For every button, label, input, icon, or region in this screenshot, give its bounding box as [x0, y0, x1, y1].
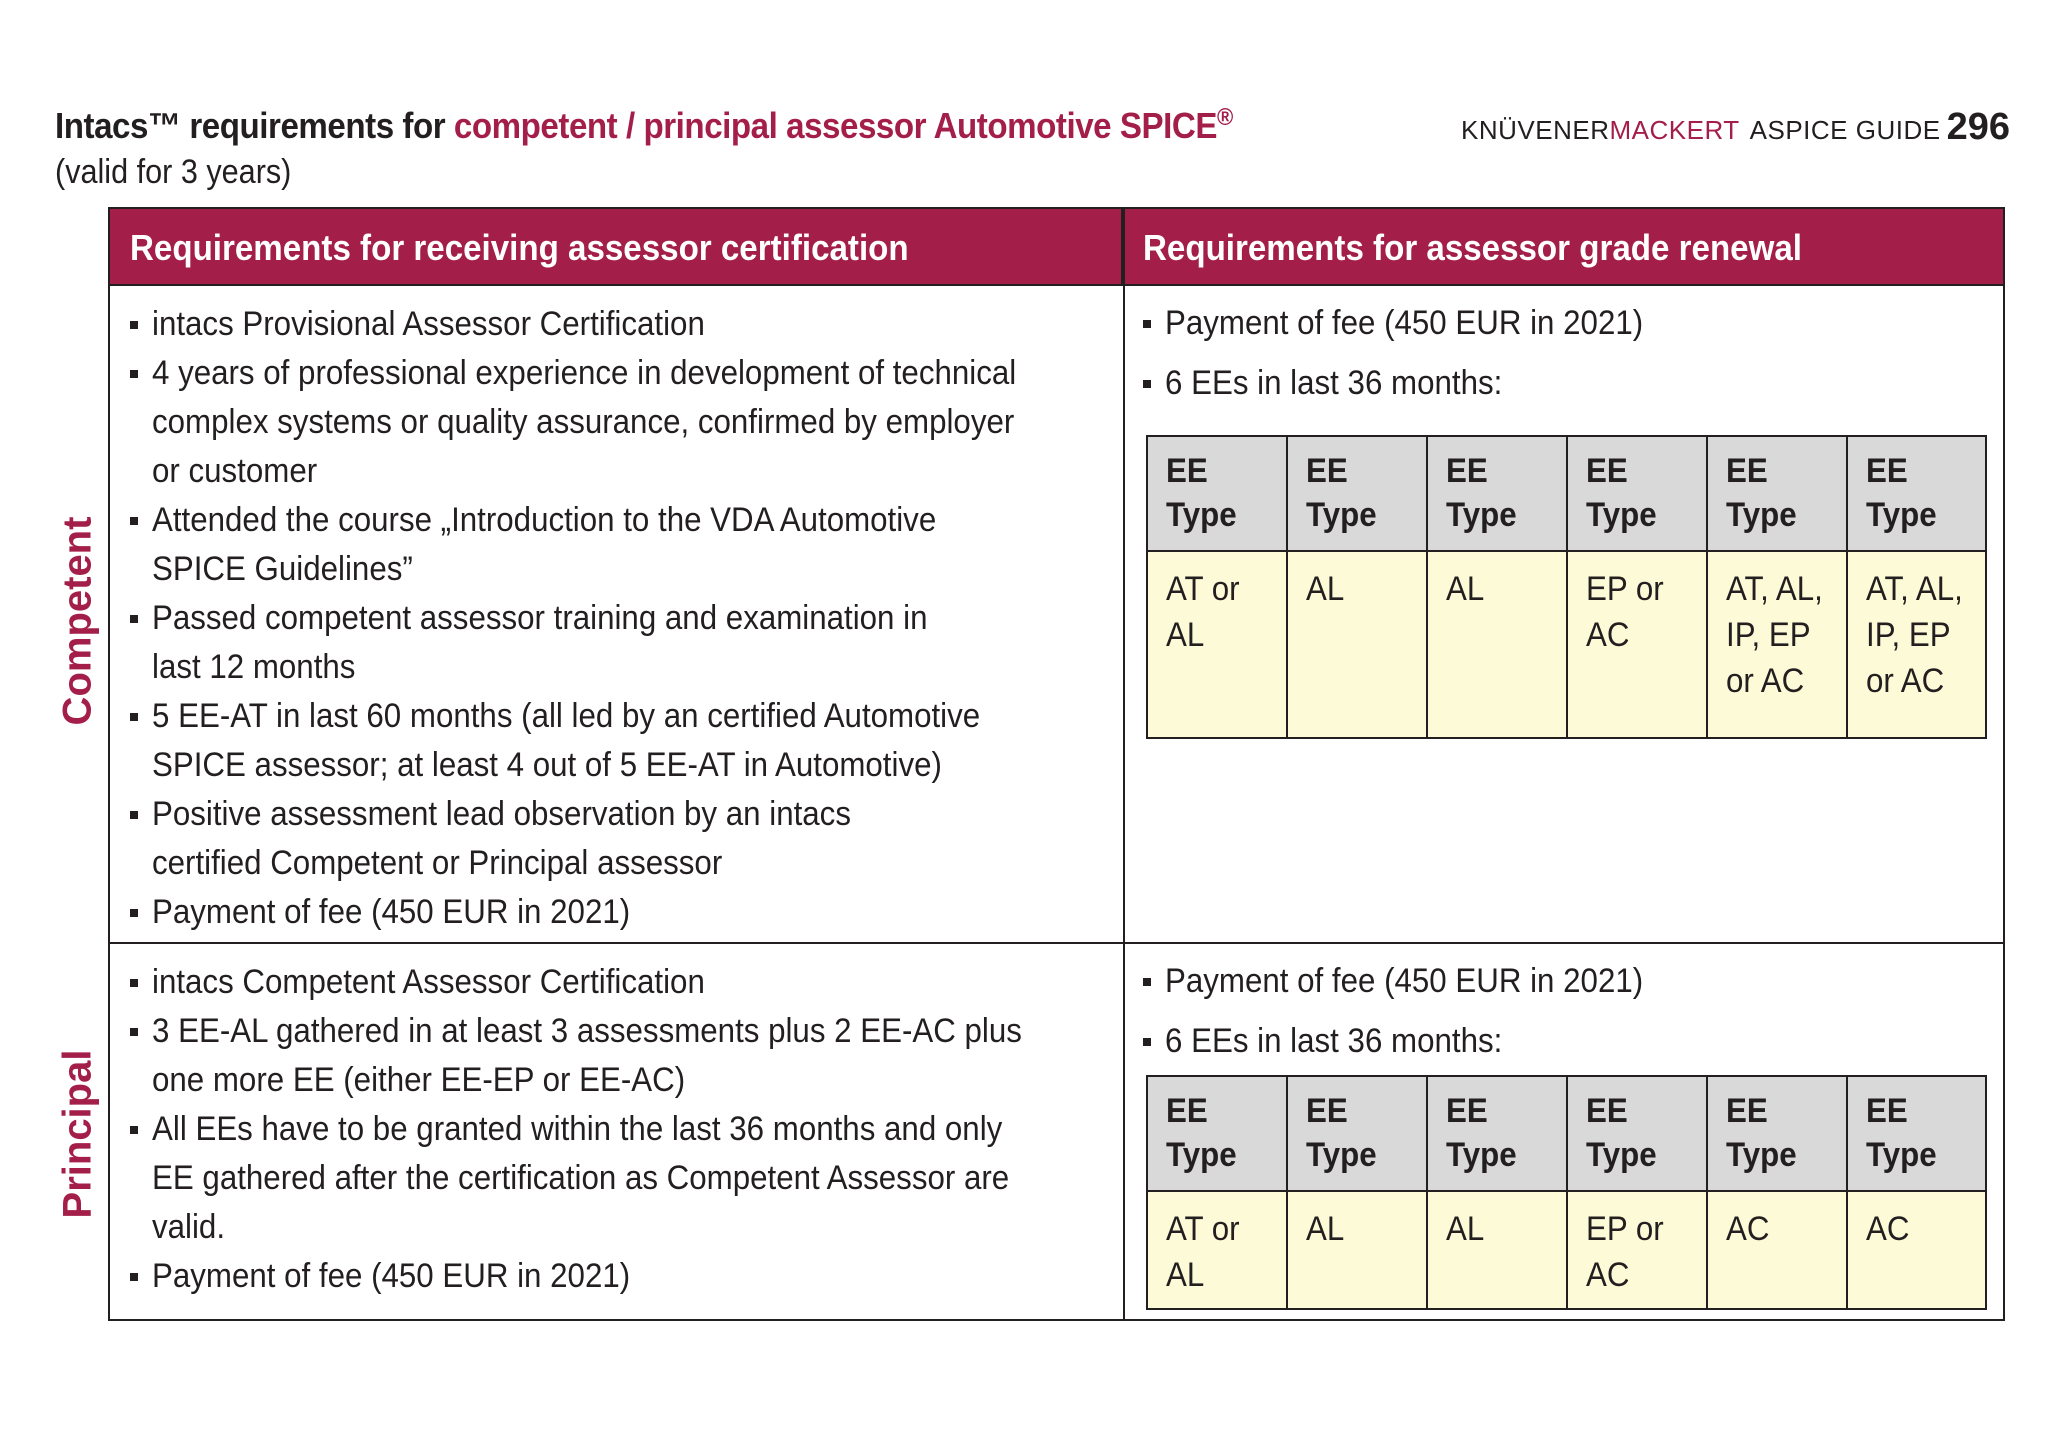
competent-receiving-list [128, 300, 1091, 937]
ee-type-value-cell: AL [1287, 1191, 1427, 1309]
ee-type-value-cell: AC [1847, 1191, 1986, 1309]
requirement-line: complex systems or quality assurance, confirmed by employer [152, 403, 1015, 441]
requirement-item [128, 958, 1098, 1007]
requirement-item [128, 496, 1091, 594]
requirement-item [128, 1252, 1098, 1301]
requirement-item [128, 1007, 1098, 1105]
ee-type-header-cell: EE Type [1147, 1076, 1287, 1191]
requirement-line: Positive assessment lead observation by an intacs [152, 795, 851, 833]
ee-type-header-cell: EE Type [1427, 1076, 1567, 1191]
requirement-line: Passed competent assessor training and examination in [152, 599, 928, 637]
requirement-item [128, 1105, 1098, 1252]
requirement-line: All EEs have to be granted within the last 36 months and only [152, 1110, 1003, 1148]
ee-type-header-cell: EE Type [1707, 436, 1847, 551]
header-divider [110, 284, 2003, 286]
requirement-line: certified Competent or Principal assessor [152, 844, 723, 882]
ee-type-header-cell: EE Type [1287, 436, 1427, 551]
page-subtitle: (valid for 3 years) [55, 153, 292, 191]
principal-renewal-list [1141, 951, 1685, 1071]
requirement-line: Payment of fee (450 EUR in 2021) [152, 1257, 631, 1295]
requirement-line: last 12 months [152, 648, 356, 686]
requirement-line: SPICE Guidelines” [152, 550, 413, 588]
ee-type-header-cell: EE Type [1707, 1076, 1847, 1191]
ee-type-header-cell: EE Type [1567, 436, 1707, 551]
page-title [55, 104, 1233, 147]
title-prefix: Intacs™ requirements for [55, 105, 454, 146]
requirement-line: intacs Competent Assessor Certification [152, 963, 705, 1001]
brand-mid: MACKERT [1609, 115, 1740, 145]
page-number: 296 [1946, 106, 2010, 148]
requirement-line: 3 EE-AL gathered in at least 3 assessments plus 2 EE-AC plus [152, 1012, 1022, 1050]
row-label-principal: Principal [55, 1049, 100, 1219]
requirement-item [128, 888, 1091, 937]
ee-type-value-cell: AT or AL [1147, 551, 1287, 738]
principal-ee-table [1146, 1075, 1987, 1310]
requirement-item [128, 692, 1091, 790]
requirement-line: SPICE assessor; at least 4 out of 5 EE-AT in Automotive) [152, 746, 942, 784]
ee-type-value-cell: AL [1427, 551, 1567, 738]
ee-type-value-cell: AL [1427, 1191, 1567, 1309]
requirement-line: one more EE (either EE-EP or EE-AC) [152, 1061, 686, 1099]
column-header-receiving: Requirements for receiving assessor certification [110, 209, 1123, 286]
requirement-item [128, 790, 1091, 888]
ee-type-header-cell: EE Type [1427, 436, 1567, 551]
ee-type-value-cell: AT, AL, IP, EP or AC [1707, 551, 1847, 738]
requirement-item [128, 300, 1091, 349]
principal-receiving-list [128, 958, 1098, 1301]
ee-type-value-cell: AT or AL [1147, 1191, 1287, 1309]
competent-ee-table [1146, 435, 1987, 739]
row-label-competent: Competent [55, 516, 100, 726]
requirement-line: 4 years of professional experience in development of technical [152, 354, 1017, 392]
column-header-renewal: Requirements for assessor grade renewal [1123, 209, 2003, 286]
title-accent: competent / principal assessor Automotive SPICE [453, 105, 1217, 146]
ee-type-header-cell: EE Type [1147, 436, 1287, 551]
ee-type-value-cell: AL [1287, 551, 1427, 738]
requirement-line: Payment of fee (450 EUR in 2021) [152, 893, 631, 931]
requirement-item [128, 594, 1091, 692]
requirement-line: 5 EE-AT in last 60 months (all led by an certified Automotive [152, 697, 981, 735]
renewal-item: 6 EEs in last 36 months: [1141, 353, 1685, 413]
ee-type-header-cell: EE Type [1847, 436, 1986, 551]
requirement-line: or customer [152, 452, 318, 490]
renewal-item: 6 EEs in last 36 months: [1141, 1011, 1685, 1071]
ee-type-value-cell: AC [1707, 1191, 1847, 1309]
brand-right: ASPICE GUIDE [1749, 115, 1941, 145]
ee-type-header-cell: EE Type [1847, 1076, 1986, 1191]
registered-mark: ® [1216, 104, 1233, 131]
column-divider [1123, 209, 1125, 1319]
brand-left: KNÜVENER [1461, 115, 1610, 145]
requirement-line: valid. [152, 1208, 226, 1246]
requirement-line: intacs Provisional Assessor Certification [152, 305, 705, 343]
row-divider [110, 942, 2003, 944]
ee-type-header-cell: EE Type [1287, 1076, 1427, 1191]
ee-type-value-cell: EP or AC [1567, 551, 1707, 738]
renewal-item: Payment of fee (450 EUR in 2021) [1141, 951, 1685, 1011]
ee-type-value-cell: EP or AC [1567, 1191, 1707, 1309]
brand-header [1461, 106, 2010, 149]
ee-type-header-cell: EE Type [1567, 1076, 1707, 1191]
requirements-table [108, 207, 2005, 1321]
competent-renewal-list [1141, 293, 1685, 413]
requirement-line: Attended the course „Introduction to the VDA Automotive [152, 501, 937, 539]
renewal-item: Payment of fee (450 EUR in 2021) [1141, 293, 1685, 353]
requirement-item [128, 349, 1091, 496]
ee-type-value-cell: AT, AL, IP, EP or AC [1847, 551, 1986, 738]
requirement-line: EE gathered after the certification as Competent Assessor are [152, 1159, 1010, 1197]
